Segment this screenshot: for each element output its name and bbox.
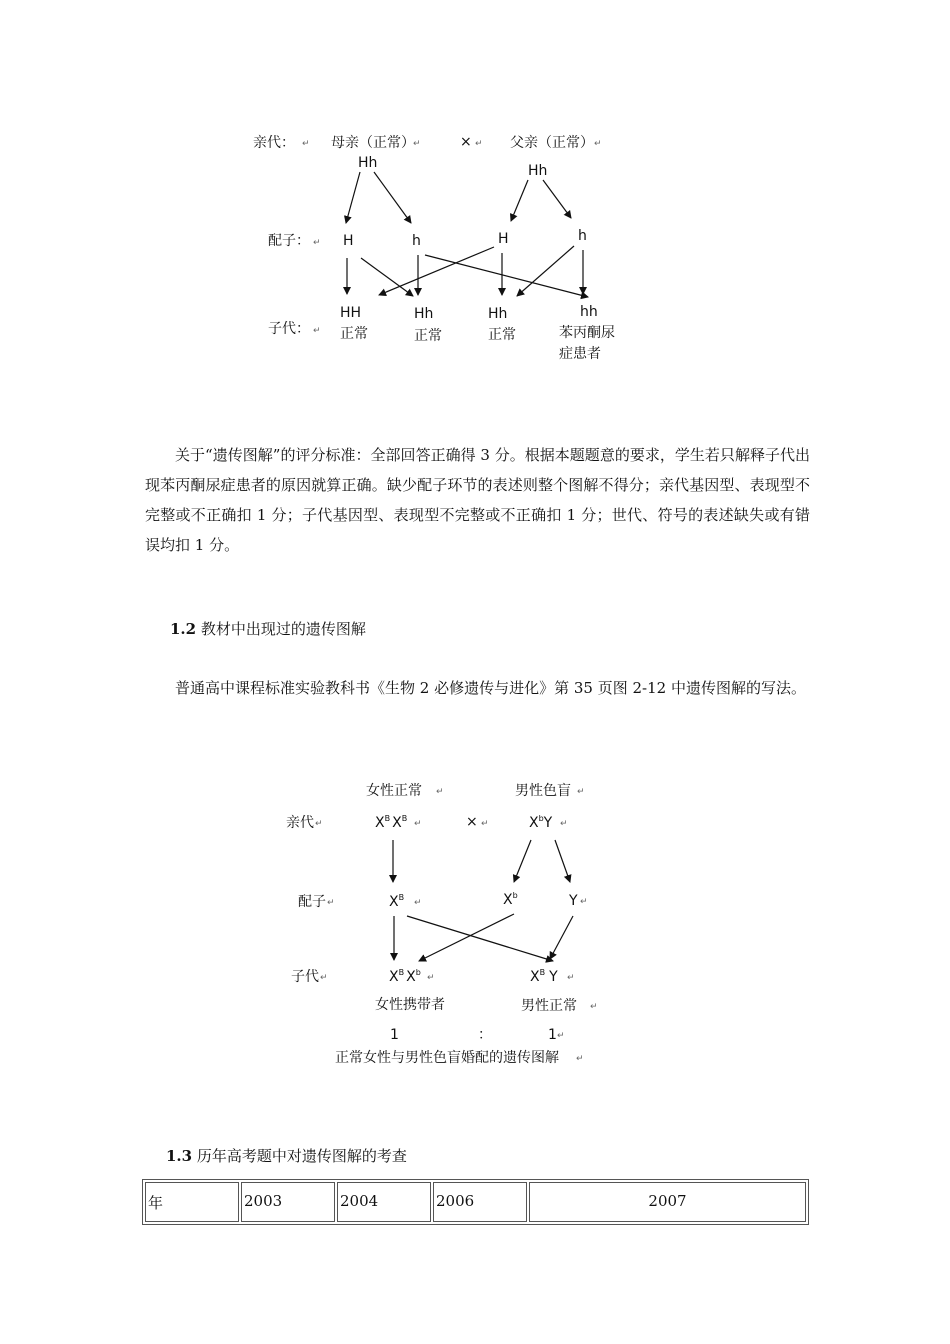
para-mark: ↵ — [436, 787, 444, 797]
scoring-paragraph: 关于“遗传图解”的评分标准：全部回答正确得 3 分。根据本题题意的要求，学生若只解释子代出现苯丙酮尿症患者的原因就算正确。缺少配子环节的表述则整个图解不得分；亲代基因型、表现型不完整或不正确扣 1 分；子代基因型、表现型不完整或不正确扣 1 分；世代、符号的表述缺失或有错误均扣 1 分。 — [145, 446, 810, 554]
father-genotype: Hh — [528, 163, 548, 179]
para-mark: ↵ — [560, 819, 568, 829]
arrow — [425, 255, 588, 297]
arrow — [514, 840, 531, 882]
section-heading-1-2: 1.2 教材中出现过的遗传图解 — [170, 620, 366, 638]
para-mark: ↵ — [576, 1054, 584, 1064]
offspring-female-phenotype: 女性携带者 — [375, 997, 445, 1013]
ratio-colon: ： — [478, 1027, 492, 1043]
para-mark: ↵ — [327, 898, 335, 908]
arrow — [361, 258, 413, 296]
ratio-right: 1 — [548, 1027, 557, 1043]
para-mark: ↵ — [427, 973, 435, 983]
gamete-XB: $X^B$ — [389, 893, 405, 910]
para-mark: ↵ — [320, 973, 328, 983]
arrow — [346, 172, 360, 223]
arrow — [550, 916, 573, 959]
offspring-male-phenotype: 男性正常 — [521, 998, 577, 1014]
para-mark: ↵ — [313, 238, 321, 248]
ratio-left: 1 — [390, 1027, 399, 1043]
gamete-father-h: h — [578, 228, 587, 244]
offspring-female-genotype: $X^B$ $X^b$ — [389, 968, 421, 985]
para-mark: ↵ — [594, 139, 602, 149]
para-mark: ↵ — [413, 139, 421, 149]
offspring-male-genotype: $X^B$ Y — [530, 968, 558, 985]
para-mark: ↵ — [302, 139, 310, 149]
colorblind-inheritance-diagram — [286, 782, 598, 1066]
offspring-phenotype: 正常 — [340, 326, 368, 342]
arrow — [555, 840, 570, 882]
cross-symbol: × — [466, 814, 478, 830]
para-mark: ↵ — [475, 139, 483, 149]
father-label: 父亲（正常） — [510, 135, 594, 151]
table-cell: 2004 — [337, 1182, 431, 1222]
offspring-phenotype: 苯丙酮尿 — [559, 325, 615, 341]
label-offspring: 子代： — [268, 321, 310, 337]
para-mark: ↵ — [414, 898, 422, 908]
label-parent: 亲代： — [253, 135, 295, 151]
table-cell: 2006 — [433, 1182, 527, 1222]
offspring-phenotype: 正常 — [488, 327, 516, 343]
table-cell: 2007 — [529, 1182, 806, 1222]
label-gamete: 配子 — [298, 894, 326, 910]
para-mark: ↵ — [580, 897, 588, 907]
female-label: 女性正常 — [366, 783, 422, 799]
female-genotype: $X^B$ $X^B$ — [375, 814, 408, 831]
arrow — [543, 180, 571, 218]
gamete-Y: Y — [569, 893, 578, 909]
offspring-genotype: Hh — [414, 306, 434, 322]
pku-inheritance-diagram — [253, 134, 615, 362]
mother-label: 母亲（正常） — [331, 135, 415, 151]
gamete-father-H: H — [498, 231, 509, 247]
label-offspring: 子代 — [291, 969, 319, 985]
exam-years-table — [142, 1179, 809, 1225]
offspring-phenotype: 正常 — [414, 328, 442, 344]
para-mark: ↵ — [590, 1002, 598, 1012]
gamete-mother-H: H — [343, 233, 354, 249]
para-mark: ↵ — [315, 819, 323, 829]
male-label: 男性色盲 — [515, 783, 571, 799]
diagram-caption: 正常女性与男性色盲婚配的遗传图解 — [335, 1050, 559, 1066]
arrow — [379, 247, 494, 295]
mother-genotype: Hh — [358, 155, 378, 171]
para-mark: ↵ — [414, 819, 422, 829]
offspring-genotype: Hh — [488, 306, 508, 322]
arrow — [511, 180, 528, 221]
para-mark: ↵ — [557, 1031, 565, 1041]
table-cell: 2003 — [241, 1182, 335, 1222]
male-genotype: $X^bY$ — [529, 814, 553, 831]
arrow — [419, 914, 514, 961]
arrow — [407, 916, 553, 961]
table-row — [145, 1182, 806, 1222]
cross-symbol: × — [460, 134, 472, 150]
gamete-mother-h: h — [412, 233, 421, 249]
section-heading-1-3: 1.3 历年高考题中对遗传图解的考查 — [166, 1147, 407, 1165]
para-mark: ↵ — [577, 787, 585, 797]
label-gamete: 配子： — [268, 233, 310, 249]
label-parent: 亲代 — [286, 815, 314, 831]
offspring-genotype: HH — [340, 305, 362, 321]
offspring-genotype: hh — [580, 304, 598, 320]
para-mark: ↵ — [481, 819, 489, 829]
para-mark: ↵ — [567, 973, 575, 983]
textbook-paragraph: 普通高中课程标准实验教科书《生物 2 必修遗传与进化》第 35 页图 2-12 中遗传图解的写法。 — [175, 679, 806, 697]
arrow — [517, 246, 574, 296]
para-mark: ↵ — [313, 326, 321, 336]
gamete-Xb: $X^b$ — [503, 891, 518, 908]
table-cell: 年 — [145, 1182, 239, 1222]
arrow — [374, 172, 411, 223]
offspring-phenotype: 症患者 — [559, 346, 601, 362]
